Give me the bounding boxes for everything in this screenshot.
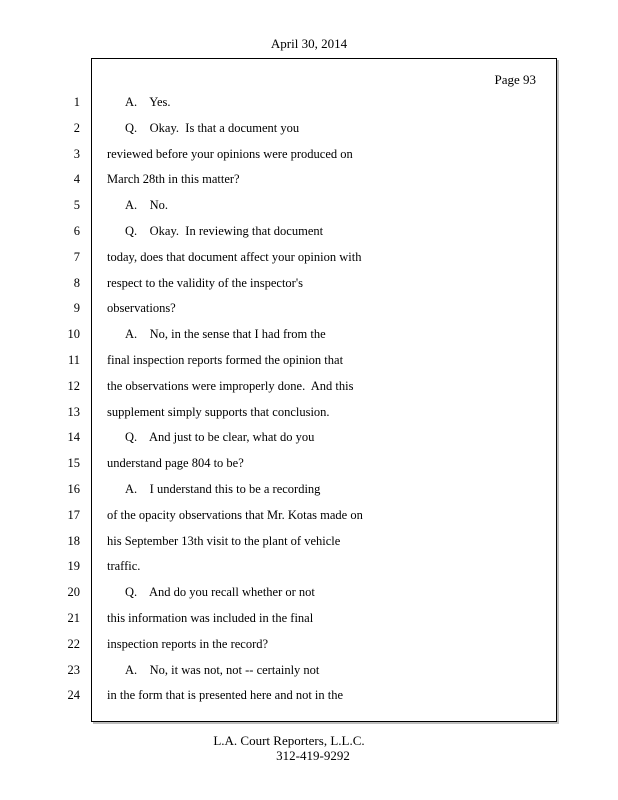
transcript-line: A. No, in the sense that I had from the <box>125 327 326 342</box>
line-number: 7 <box>73 249 80 264</box>
line-number: 19 <box>67 559 80 574</box>
line-number: 9 <box>73 301 80 316</box>
footer-company-name: L.A. Court Reporters, L.L.C. <box>213 733 365 748</box>
line-number: 3 <box>73 146 80 161</box>
line-number: 20 <box>67 585 80 600</box>
transcript-line: reviewed before your opinions were produced on <box>107 146 353 161</box>
line-number: 15 <box>67 456 80 471</box>
line-number: 10 <box>67 327 80 342</box>
transcript-line: this information was included in the final <box>107 610 314 625</box>
line-number: 12 <box>67 378 80 393</box>
transcript-line: of the opacity observations that Mr. Kotas made on <box>107 507 363 522</box>
line-number: 22 <box>67 636 80 651</box>
line-number: 8 <box>73 275 80 290</box>
page-number: Page 93 <box>494 72 536 87</box>
transcript-line: his September 13th visit to the plant of vehicle <box>107 533 341 548</box>
transcript-line: understand page 804 to be? <box>107 456 244 471</box>
transcript-line: today, does that document affect your opinion with <box>107 249 362 264</box>
transcript-line: Q. Okay. In reviewing that document <box>125 223 324 238</box>
transcript-line: A. Yes. <box>125 95 171 109</box>
transcript-line: the observations were improperly done. And this <box>107 378 354 393</box>
transcript-line: respect to the validity of the inspector's <box>107 275 303 290</box>
transcript-line: Q. And do you recall whether or not <box>125 585 315 600</box>
line-number: 4 <box>73 172 80 187</box>
line-number: 24 <box>67 688 80 703</box>
transcript-line: traffic. <box>107 559 141 574</box>
line-number: 18 <box>67 533 80 548</box>
line-number: 5 <box>73 198 80 213</box>
line-number: 13 <box>67 404 80 419</box>
transcript-line: final inspection reports formed the opinion that <box>107 352 344 367</box>
line-number: 6 <box>73 223 80 238</box>
transcript-line: March 28th in this matter? <box>107 172 240 187</box>
line-number: 14 <box>67 430 80 445</box>
transcript-line: A. No. <box>125 198 169 213</box>
transcript-line: inspection reports in the record? <box>107 636 269 651</box>
header-date: April 30, 2014 <box>270 36 348 51</box>
transcript-line: A. I understand this to be a recording <box>125 481 321 496</box>
line-number-column <box>0 94 80 713</box>
transcript-line: supplement simply supports that conclusion. <box>107 404 330 419</box>
line-number: 21 <box>67 610 80 625</box>
line-number: 1 <box>73 95 80 109</box>
transcript-line: Q. Okay. Is that a document you <box>125 120 300 135</box>
transcript-line: observations? <box>107 301 176 316</box>
transcript-line: in the form that is presented here and not in the <box>107 688 344 703</box>
transcript-line: Q. And just to be clear, what do you <box>125 430 315 445</box>
line-number: 2 <box>73 120 80 135</box>
line-number: 11 <box>67 352 80 367</box>
footer-phone-number: 312-419-9292 <box>276 748 350 763</box>
transcript-body <box>107 94 547 713</box>
line-number: 17 <box>67 507 80 522</box>
transcript-line: A. No, it was not, not -- certainly not <box>125 662 320 677</box>
line-number: 23 <box>67 662 80 677</box>
line-number: 16 <box>67 481 80 496</box>
